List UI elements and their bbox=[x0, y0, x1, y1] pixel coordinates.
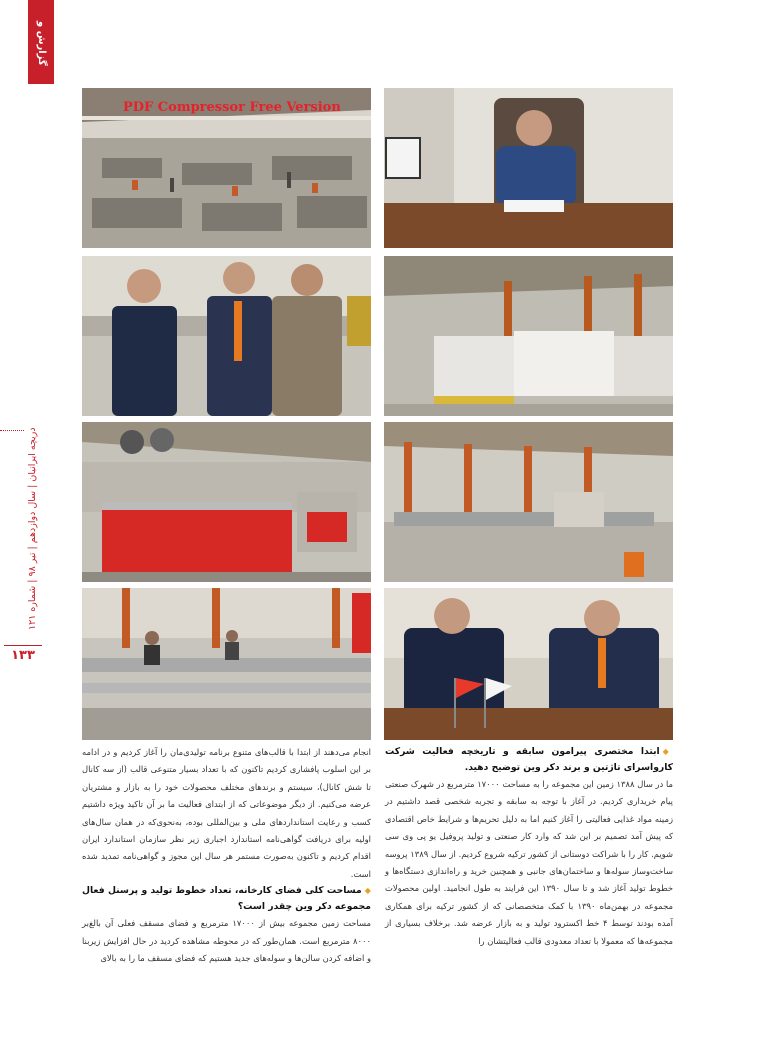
diamond-bullet-icon: ◆ bbox=[662, 747, 673, 756]
photo-ceo-office bbox=[384, 88, 673, 248]
photo-red-extrusion-line bbox=[82, 422, 371, 582]
side-divider bbox=[0, 430, 24, 431]
photo-warehouse-stock bbox=[384, 256, 673, 416]
photo-two-men-flags bbox=[384, 588, 673, 740]
article-column-right bbox=[385, 744, 673, 950]
answer-paragraph-continued: انجام می‌دهند از ابتدا با قالب‌های متنوع برنامه تولیدی‌مان را آغاز کردیم و در ادامه بر این اسلوب پافشاری کردیم تاکنون که با تعداد بسیار متنوعی قالب (از سه کانال تا شش کانال)، سیستم و برندهای مختلف محصولات خود را به بازار و مشتریان عرضه می‌کنیم. از دیگر موضوعاتی که از ابتدای فعالیت ما بر آن تاکید ویژه داشتیم کسب و رعایت استانداردهای ملی و بین‌المللی بوده، به‌نحوی‌که در همان سال‌های اولیه برای دریافت گواهی‌نامه استاندارد اجباری زیر نظر سازمان استاندارد ایران اقدام کردیم و تاکنون به‌صورت مستمر هر سال این مجوز و گواهی‌نامه تمدید شده است. bbox=[82, 747, 371, 879]
section-tab-label: گزارش و گفتگو bbox=[10, 20, 47, 66]
diamond-bullet-icon: ◆ bbox=[364, 886, 372, 896]
answer-paragraph-history: ما در سال ۱۳۸۸ زمین این مجموعه را به مساحت ۱۷۰۰۰ مترمربع در شهرک صنعتی پیام خریداری کردیم. در آغاز با توجه به سابقه و تجربه شخصی قصد داشتیم در زمینه مواد غذایی فعالیتی را آغاز کنیم اما به دلیل تحریم‌ها و شرایط خاص اقتصادی که پیش آمد تصمیم بر این شد که وارد کار صنعتی و تولید پروفیل یو پی وی سی شویم. کار را با شراکت دوستانی از کشور ترکیه شروع کردیم. از سال ۱۳۸۹ پروسه ساخت‌وساز سوله‌ها و ساختمان‌های جانبی و همچنین خرید و راه‌اندازی دستگاه‌ها و خطوط تولید آغاز شد و تا سال ۱۳۹۰ این فرایند به طول انجامید. اولین محصولات مجموعه در بهمن‌ماه ۱۳۹۰ با کمک متخصصانی که از کشور ترکیه برای همکاری آمده بودند توسط ۴ خط اکسترود تولید و به بازار عرضه شد. برخلاف بسیاری از مجموعه‌ها که معمولا با تعداد معدودی قالب فعالیتشان را bbox=[385, 779, 673, 946]
magazine-issue-line: دریچه ایرانیان | سال دوازدهم | تیر ۹۸ | شماره ۱۲۱ bbox=[27, 427, 38, 630]
photo-workers-line bbox=[82, 588, 371, 740]
question-heading-factory: ◆مساحت کلی فضای کارخانه، تعداد خطوط تولید و پرسنل فعال مجموعه دکر وین چقدر است؟ bbox=[82, 885, 372, 913]
section-tab bbox=[10, 0, 54, 84]
photo-three-men-standing bbox=[82, 256, 371, 416]
pdf-watermark: PDF Compressor Free Version bbox=[123, 100, 341, 115]
answer-paragraph-factory: مساحت زمین مجموعه بیش از ۱۷۰۰۰ مترمربع و فضای مسقف فعلی آن بالغ‌بر ۸۰۰۰ مترمربع است. همان‌طور که در محوطه مشاهده کردید در حال افزایش زیربنا و اضافه کردن سالن‌ها و سوله‌های جدید هستیم که فضای مسقف ما را به بالای bbox=[82, 918, 371, 964]
page-number: ۱۳۳ bbox=[4, 645, 42, 663]
article-column-left bbox=[82, 744, 371, 967]
photo-production-hall bbox=[384, 422, 673, 582]
question-heading-history: ◆ابتدا مختصری پیرامون سابقه و تاریخچه فعالیت شرکت کارواسرای تاژتین و برند دکر وین توضیح دهید. bbox=[385, 746, 673, 773]
